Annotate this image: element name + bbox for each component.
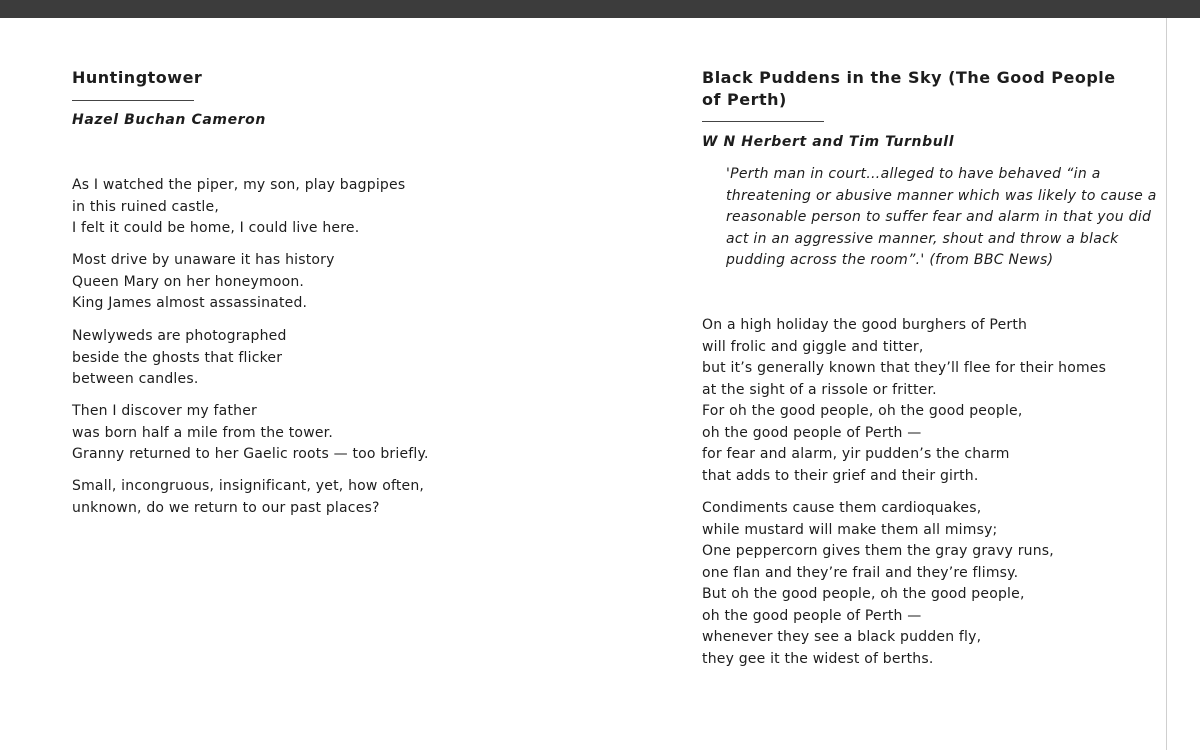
poem-line: oh the good people of Perth — bbox=[702, 607, 922, 624]
poem-line: Condiments cause them cardioquakes, bbox=[702, 500, 982, 516]
poem-line: was born half a mile from the tower. bbox=[72, 424, 333, 441]
epigraph-line: reasonable person to suffer fear and alarm in that you did bbox=[726, 209, 1152, 225]
poem-line: Granny returned to her Gaelic roots — too briefly. bbox=[72, 446, 429, 462]
poem-line: On a high holiday the good burghers of Perth bbox=[702, 317, 1028, 333]
poem-line: will frolic and giggle and titter, bbox=[702, 338, 924, 355]
title-rule-right bbox=[702, 121, 824, 122]
poem-line: Then I discover my father bbox=[72, 403, 257, 419]
poem-line: unknown, do we return to our past places? bbox=[72, 499, 380, 516]
title-rule-left bbox=[72, 100, 194, 101]
poem-line: in this ruined castle, bbox=[72, 198, 219, 215]
right-stanza-2 bbox=[702, 498, 1054, 670]
poem-line: that adds to their grief and their girth. bbox=[702, 467, 979, 484]
left-stanza-4 bbox=[72, 401, 429, 466]
right-stanza-1 bbox=[702, 315, 1106, 487]
poem-line: One peppercorn gives them the gray gravy runs, bbox=[702, 543, 1054, 559]
title-line: Black Puddens in the Sky (The Good People bbox=[702, 68, 1116, 87]
epigraph-line: threatening or abusive manner which was likely to cause a bbox=[726, 187, 1157, 204]
poem-line: Queen Mary on her honeymoon. bbox=[72, 273, 305, 290]
scrollbar-track[interactable] bbox=[1166, 18, 1200, 750]
left-stanza-2 bbox=[72, 250, 335, 315]
poem-line: For oh the good people, oh the good people, bbox=[702, 403, 1023, 419]
poem-line: between candles. bbox=[72, 371, 199, 387]
poem-author-left: Hazel Buchan Cameron bbox=[72, 112, 266, 128]
poem-line: Most drive by unaware it has history bbox=[72, 252, 335, 268]
epigraph-line: act in an aggressive manner, shout and throw a black bbox=[726, 230, 1119, 247]
poem-line: at the sight of a rissole or fritter. bbox=[702, 381, 937, 398]
window-top-bar bbox=[0, 0, 1200, 18]
left-stanza-5 bbox=[72, 476, 424, 519]
poem-line: But oh the good people, oh the good people, bbox=[702, 586, 1025, 602]
poem-title-left: Huntingtower bbox=[72, 68, 203, 87]
poem-author-right: W N Herbert and Tim Turnbull bbox=[702, 134, 955, 150]
poem-line: while mustard will make them all mimsy; bbox=[702, 521, 998, 538]
poem-line: beside the ghosts that flicker bbox=[72, 349, 283, 366]
poem-line: they gee it the widest of berths. bbox=[702, 650, 934, 667]
poem-line: oh the good people of Perth — bbox=[702, 424, 922, 441]
poem-line: As I watched the piper, my son, play bagpipes bbox=[72, 177, 406, 193]
poem-line: for fear and alarm, yir pudden’s the charm bbox=[702, 446, 1010, 462]
poem-line: but it’s generally known that they’ll flee for their homes bbox=[702, 360, 1107, 376]
poem-line: whenever they see a black pudden fly, bbox=[702, 629, 982, 645]
poem-line: one flan and they’re frail and they’re flimsy. bbox=[702, 564, 1019, 581]
left-stanza-1 bbox=[72, 175, 405, 240]
epigraph-line: 'Perth man in court…alleged to have behaved “in a bbox=[726, 166, 1101, 182]
left-stanza-3 bbox=[72, 326, 287, 391]
title-line: of Perth) bbox=[702, 90, 787, 109]
poem-line: Small, incongruous, insignificant, yet, how often, bbox=[72, 478, 425, 494]
epigraph bbox=[726, 164, 1157, 272]
poem-line: King James almost assassinated. bbox=[72, 295, 308, 311]
poem-line: Newlyweds are photographed bbox=[72, 328, 287, 344]
epigraph-line: pudding across the room”.' (from BBC News) bbox=[726, 252, 1054, 268]
poem-line: I felt it could be home, I could live here. bbox=[72, 220, 360, 236]
poem-title-right bbox=[702, 67, 1116, 111]
